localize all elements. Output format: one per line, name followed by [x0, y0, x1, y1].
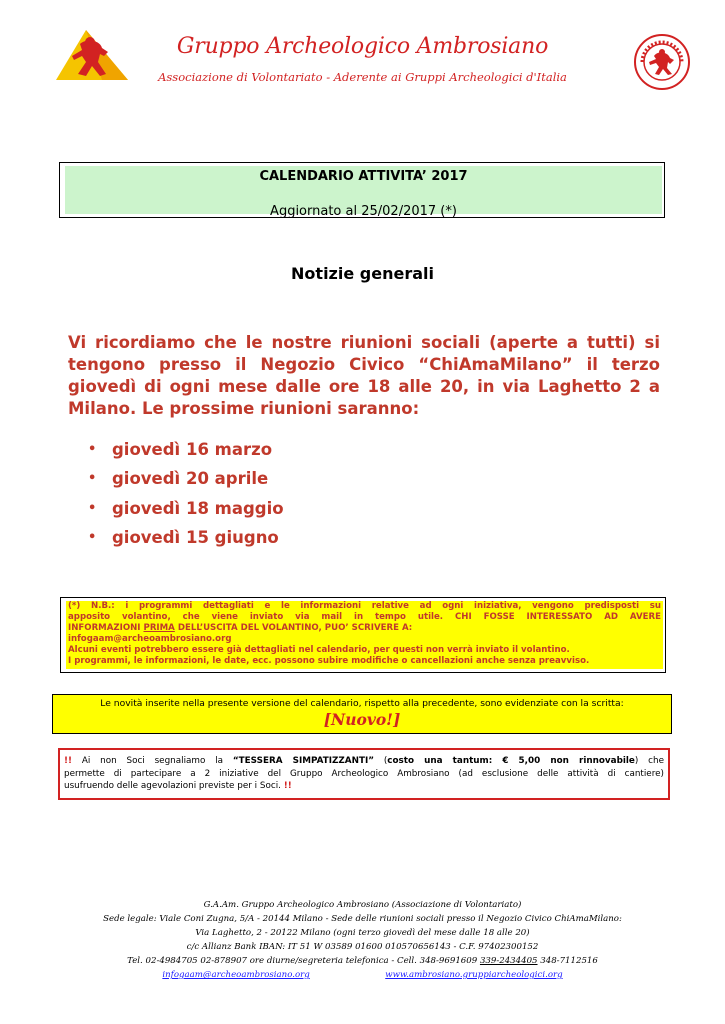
footer-phone-last: 348-7112516 [537, 956, 598, 966]
nb-notice-fill [66, 601, 663, 669]
new-label: [Nuovo!] [323, 710, 401, 729]
nb-prima-underlined: PRIMA [143, 623, 175, 633]
footer-phone-line [0, 956, 725, 966]
nb-line: apposito volantino, che viene inviato via mail in tempo utile. CHI FOSSE INTERESSATO AD AVERE [68, 612, 661, 622]
calendar-updated-date: Aggiornato al 25/02/2017 (*) [270, 204, 457, 219]
supporter-text-part: Ai non Soci segnaliamo la [72, 756, 233, 766]
supporter-line: permette di partecipare a 2 iniziative del Gruppo Archeologico Ambrosiano (ad esclusione delle attività di cantiere) [64, 768, 664, 779]
supporter-card-text [64, 755, 664, 793]
bullet-icon: • [88, 530, 97, 545]
footer-meeting-line: Via Laghetto, 2 - 20122 Milano (ogni terzo giovedì del mese dalle 18 alle 20) [195, 928, 530, 938]
bullet-icon: • [88, 442, 97, 457]
footer-phone-underlined: 339-2434405 [479, 956, 538, 966]
exclamation-marker: !! [283, 781, 292, 791]
meeting-date: giovedì 18 maggio [112, 499, 284, 518]
nb-line-part: DELL’USCITA DEL VOLANTINO, PUO’ SCRIVERE A: [174, 623, 413, 633]
organization-title: Gruppo Archeologico Ambrosiano [176, 34, 549, 59]
nb-line: Alcuni eventi potrebbero essere già dettagliati nel calendario, per questi non verrà inviato il volantino. [68, 645, 570, 655]
meeting-date-item [88, 527, 279, 549]
gaam-seal-icon [634, 34, 690, 90]
supporter-card-cost: costo una tantum: € 5,00 non rinnovabile [387, 756, 635, 766]
footer-website-link[interactable]: www.ambrosiano.gruppiarcheologici.org [385, 970, 563, 980]
meeting-date-item [88, 468, 268, 490]
nb-line-part: INFORMAZIONI [68, 623, 144, 633]
meeting-date-item [88, 498, 284, 520]
footer-links-line [0, 970, 725, 980]
new-items-text: Le novità inserite nella presente versione del calendario, rispetto alla precedente, sono evidenziate con la scritta: [100, 698, 624, 709]
nb-notice-box [60, 597, 666, 673]
supporter-text-part: usufruendo delle agevolazioni previste per i Soci. [64, 781, 284, 791]
nb-line [68, 623, 661, 634]
bullet-icon: • [88, 501, 97, 516]
organization-subtitle: Associazione di Volontariato - Aderente ai Gruppi Archeologici d'Italia [158, 70, 567, 84]
intro-line: Vi ricordiamo che le nostre riunioni sociali (aperte a tutti) si [68, 333, 660, 352]
calendar-title: CALENDARIO ATTIVITA’ 2017 [259, 169, 468, 184]
footer-org-line: G.A.Am. Gruppo Archeologico Ambrosiano (Associazione di Volontariato) [203, 900, 522, 910]
new-items-box [52, 694, 672, 734]
bullet-icon: • [88, 471, 97, 486]
exclamation-marker: !! [64, 756, 73, 766]
supporter-text-part: ( [374, 756, 388, 766]
meeting-intro-paragraph [68, 332, 660, 420]
footer-email-link[interactable]: infogaam@archeoambrosiano.org [162, 970, 310, 980]
supporter-line [64, 780, 664, 793]
news-heading: Notizie generali [291, 264, 434, 283]
footer-phones: Tel. 02-4984705 02-878907 ore diurne/segreteria telefonica - Cell. 348-9691609 [127, 956, 480, 966]
intro-line: giovedì di ogni mese dalle ore 18 alle 20, in via Laghetto 2 a [68, 377, 660, 396]
supporter-text-part: ) che [634, 756, 664, 766]
calendar-header-fill [65, 166, 662, 219]
nb-email[interactable]: infogaam@archeoambrosiano.org [68, 634, 232, 644]
footer-bank-line: c/c Allianz Bank IBAN: IT 51 W 03589 01600 010570656143 - C.F. 97402300152 [186, 942, 539, 952]
supporter-card-name: “TESSERA SIMPATIZZANTI” [232, 756, 375, 766]
footer-address-line: Sede legale: Viale Coni Zugna, 5/A - 20144 Milano - Sede delle riunioni sociali presso il Negozio Civico ChiAmaMilano: [103, 914, 622, 924]
intro-line: tengono presso il Negozio Civico “ChiAmaMilano” il terzo [68, 355, 660, 374]
meeting-date: giovedì 20 aprile [112, 469, 269, 488]
supporter-card-box [58, 748, 670, 800]
meeting-date: giovedì 16 marzo [112, 440, 273, 459]
nb-line: (*) N.B.: i programmi dettagliati e le informazioni relative ad ogni iniziativa, vengono predisposti su [68, 601, 661, 611]
meeting-date: giovedì 15 giugno [112, 528, 279, 547]
intro-line: Milano. Le prossime riunioni saranno: [68, 399, 420, 418]
nb-line: I programmi, le informazioni, le date, ecc. possono subire modifiche o cancellazioni anche senza preavviso. [68, 656, 590, 666]
meeting-date-item [88, 439, 272, 461]
supporter-line [64, 755, 664, 768]
calendar-header-box [59, 162, 665, 218]
